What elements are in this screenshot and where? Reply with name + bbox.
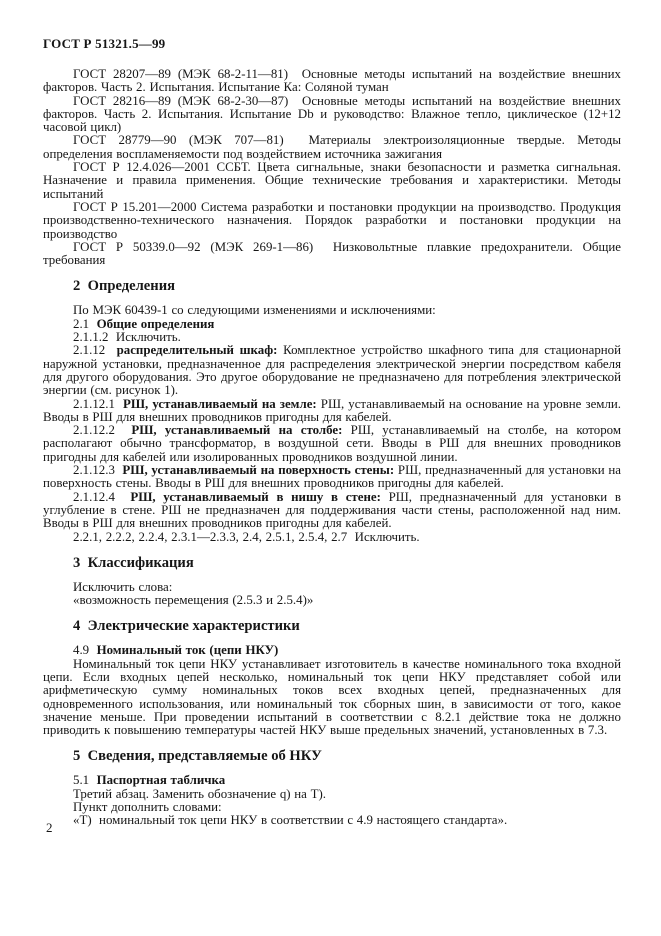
paragraph bbox=[43, 201, 621, 241]
doc-number: ГОСТ Р 51321.5—99 bbox=[43, 36, 166, 51]
text-run: 4.9 bbox=[73, 643, 97, 658]
bold-text-run: РШ, устанавливаемый на столбе: bbox=[131, 423, 343, 438]
text-run: ГОСТ Р 50339.0—92 (МЭК 269-1—86) Низковольтные плавкие предохранители. Общие требования bbox=[43, 239, 621, 268]
paragraph bbox=[43, 424, 621, 464]
paragraph bbox=[43, 464, 621, 491]
bold-text-run: РШ, устанавливаемый на поверхность стены: bbox=[122, 463, 395, 478]
text-run: ГОСТ Р 12.4.026—2001 ССБТ. Цвета сигнальные, знаки безопасности и разметка сигнальная. Назначение и правила применения. Общие технические требования и характеристики. Методы испытаний bbox=[43, 160, 621, 201]
paragraph bbox=[43, 318, 621, 331]
text-run: 2.1 bbox=[73, 316, 97, 331]
paragraph bbox=[43, 594, 621, 607]
paragraph bbox=[43, 644, 621, 657]
text-run: 2.1.12.2 bbox=[73, 423, 132, 438]
text-run: 5.1 bbox=[73, 773, 97, 788]
paragraph bbox=[43, 161, 621, 201]
text-run: Третий абзац. Заменить обозначение q) на Т). bbox=[73, 786, 327, 801]
text-run: ГОСТ 28207—89 (МЭК 68-2-11—81) Основные методы испытаний на воздействие внешних факторов. Часть 2. Испытания. Испытание Ка: Соляной туман bbox=[43, 67, 621, 95]
bold-text-run: Паспортная табличка bbox=[96, 773, 226, 788]
paragraph bbox=[43, 658, 621, 738]
bold-text-run: распределительный шкаф: bbox=[116, 343, 278, 358]
paragraph bbox=[43, 304, 621, 317]
text-run: ГОСТ Р 15.201—2000 Система разработки и постановки продукции на производство. Продукция производственно-технического назначения. Порядок разработки и постановки продукции на производство bbox=[43, 199, 621, 241]
paragraph bbox=[43, 581, 621, 594]
bold-text-run: РШ, устанавливаемый в нишу в стене: bbox=[130, 489, 381, 504]
text-run: Пункт дополнить словами: bbox=[73, 800, 222, 815]
text-run: 2.1.1.2 Исключить. bbox=[73, 330, 181, 345]
paragraph bbox=[43, 331, 621, 344]
paragraph bbox=[43, 774, 621, 787]
paragraph bbox=[43, 801, 621, 814]
bold-text-run: Номинальный ток (цепи НКУ) bbox=[96, 643, 279, 658]
text-run: РШ, устанавливаемый на столбе, на котором располагают обычно трансформатор, в воздушной сети. Вводы в РШ для внешних проводников пригодны для кабелей или изолированных проводников воздушной линии. bbox=[43, 423, 621, 464]
page-number: 2 bbox=[46, 820, 53, 835]
bold-text-run: Общие определения bbox=[96, 316, 215, 331]
text-run: РШ, устанавливаемый на основание на уровне земли. Вводы в РШ для внешних проводников пригодны для кабелей. bbox=[43, 396, 621, 424]
text-run: «возможность перемещения (2.5.3 и 2.5.4)» bbox=[73, 593, 314, 608]
paragraph bbox=[43, 788, 621, 801]
text-run: 2.1.12 bbox=[73, 343, 117, 358]
text-run: Номинальный ток цепи НКУ устанавливает изготовитель в качестве номинального тока входной цепи. Если входных цепей несколько, номинальный ток цепи НКУ представляет собой или арифметическую сумму номинальных токов всех входных цепей, предназначенных для одновременного использования, или номинальный ток сборных шин, в зависимости от того, какое значение меньше. При проведении испытаний в соответствии с 8.2.1 действие тока не должно приводить к повышению температуры частей НКУ выше предельных значений, установленных в 7.3. bbox=[43, 656, 621, 738]
section-heading: 2 Определения bbox=[73, 278, 175, 295]
paragraph bbox=[43, 241, 621, 268]
paragraph bbox=[43, 68, 621, 95]
paragraph bbox=[43, 344, 621, 397]
section-heading: 3 Классификация bbox=[73, 554, 194, 571]
text-run: 2.1.12.4 bbox=[73, 489, 131, 504]
section-heading: 5 Сведения, представляемые об НКУ bbox=[73, 748, 322, 765]
bold-text-run: РШ, устанавливаемый на земле: bbox=[123, 396, 317, 411]
paragraph bbox=[43, 134, 621, 161]
paragraph bbox=[43, 398, 621, 425]
paragraph bbox=[43, 491, 621, 531]
text-run: ГОСТ 28779—90 (МЭК 707—81) Материалы электроизоляционные твердые. Методы определения воспламеняемости под воздействием источника зажигания bbox=[43, 133, 621, 161]
text-run: «Т) номинальный ток цепи НКУ в соответствии с 4.9 настоящего стандарта». bbox=[73, 813, 508, 828]
text-run: ГОСТ 28216—89 (МЭК 68-2-30—87) Основные методы испытаний на воздействие внешних факторов. Часть 2. Испытания. Испытание Db и руководство: Влажное тепло, циклическое (12+12 часовой цикл) bbox=[43, 93, 621, 135]
text-run: 2.1.12.3 bbox=[73, 463, 123, 478]
paragraph bbox=[43, 95, 621, 135]
text-run: РШ, предназначенный для установки в углубление в стене. РШ не предназначен для поддерживания части стены, расположенной над ним. Вводы в РШ для внешних проводников пригодны для кабелей. bbox=[43, 489, 621, 531]
text-run: 2.2.1, 2.2.2, 2.2.4, 2.3.1—2.3.3, 2.4, 2.5.1, 2.5.4, 2.7 Исключить. bbox=[73, 529, 420, 544]
paragraph bbox=[43, 814, 621, 827]
paragraph bbox=[43, 531, 621, 544]
document-body bbox=[43, 68, 621, 828]
section-heading: 4 Электрические характеристики bbox=[73, 618, 300, 635]
text-run: По МЭК 60439-1 со следующими изменениями и исключениями: bbox=[73, 303, 436, 318]
text-run: Комплектное устройство шкафного типа для стационарной наружной установки, предназначенное для распределения электрической энергии посредством кабеля для другого оборудования. Это другое оборудование не предназначено для потребления электрической энергии (см. рисунок 1). bbox=[43, 343, 622, 398]
text-run: 2.1.12.1 bbox=[73, 396, 124, 411]
text-run: РШ, предназначенный для установки на поверхность стены. Вводы в РШ для внешних проводников пригодны для кабелей. bbox=[43, 463, 621, 491]
text-run: Исключить слова: bbox=[73, 579, 173, 594]
